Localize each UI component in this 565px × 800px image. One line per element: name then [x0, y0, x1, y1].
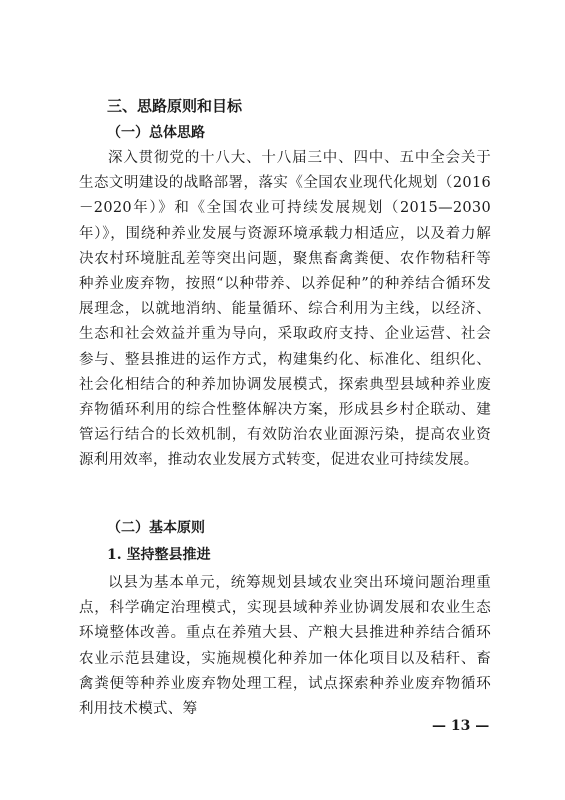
- paragraph-overall-approach: 深入贯彻党的十八大、十八届三中、四中、五中全会关于生态文明建设的战略部署，落实《全国农业现代化规划（2016－2020年）》和《全国农业可持续发展规划（2015—2030年）》，围绕种养业发展与资源环境承载力相适应，以及着力解决农村环境脏乱差等突出问题，聚焦畜禽粪便、农作物秸秆等种养业废弃物，按照“以种带养、以养促种”的种养结合循环发展理念，以就地消纳、能量循环、综合利用为主线，以经济、生态和社会效益并重为导向，采取政府支持、企业运营、社会参与、整县推进的运作方式，构建集约化、标准化、组织化、社会化相结合的种养加协调发展模式，探索典型县域种养业废弃物循环利用的综合性整体解决方案，形成县乡村企联动、建管运行结合的长效机制，有效防治农业面源污染，提高农业资源利用效率，推动农业发展方式转变，促进农业可持续发展。: [79, 150, 491, 469]
- paragraph-county-promotion: 以县为基本单元，统筹规划县域农业突出环境问题治理重点，科学确定治理模式，实现县域种养业协调发展和农业生态环境整体改善。重点在养殖大县、产粮大县推进种养结合循环农业示范县建设，实施规模化种养加一体化项目以及秸秆、畜禽粪便等种养业废弃物处理工程，试点探索种养业废弃物循环利用技术模式、筹: [79, 575, 491, 718]
- page-number: — 13 —: [432, 718, 490, 734]
- principle-item-title: 1. 坚持整县推进: [107, 547, 211, 563]
- subsection-title-principles: （二）基本原则: [107, 520, 205, 536]
- body-text-block-2: [79, 571, 491, 722]
- subsection-title-overall: （一）总体思路: [107, 125, 205, 141]
- section-title: 三、思路原则和目标: [107, 97, 243, 115]
- body-text-block-1: [79, 146, 491, 474]
